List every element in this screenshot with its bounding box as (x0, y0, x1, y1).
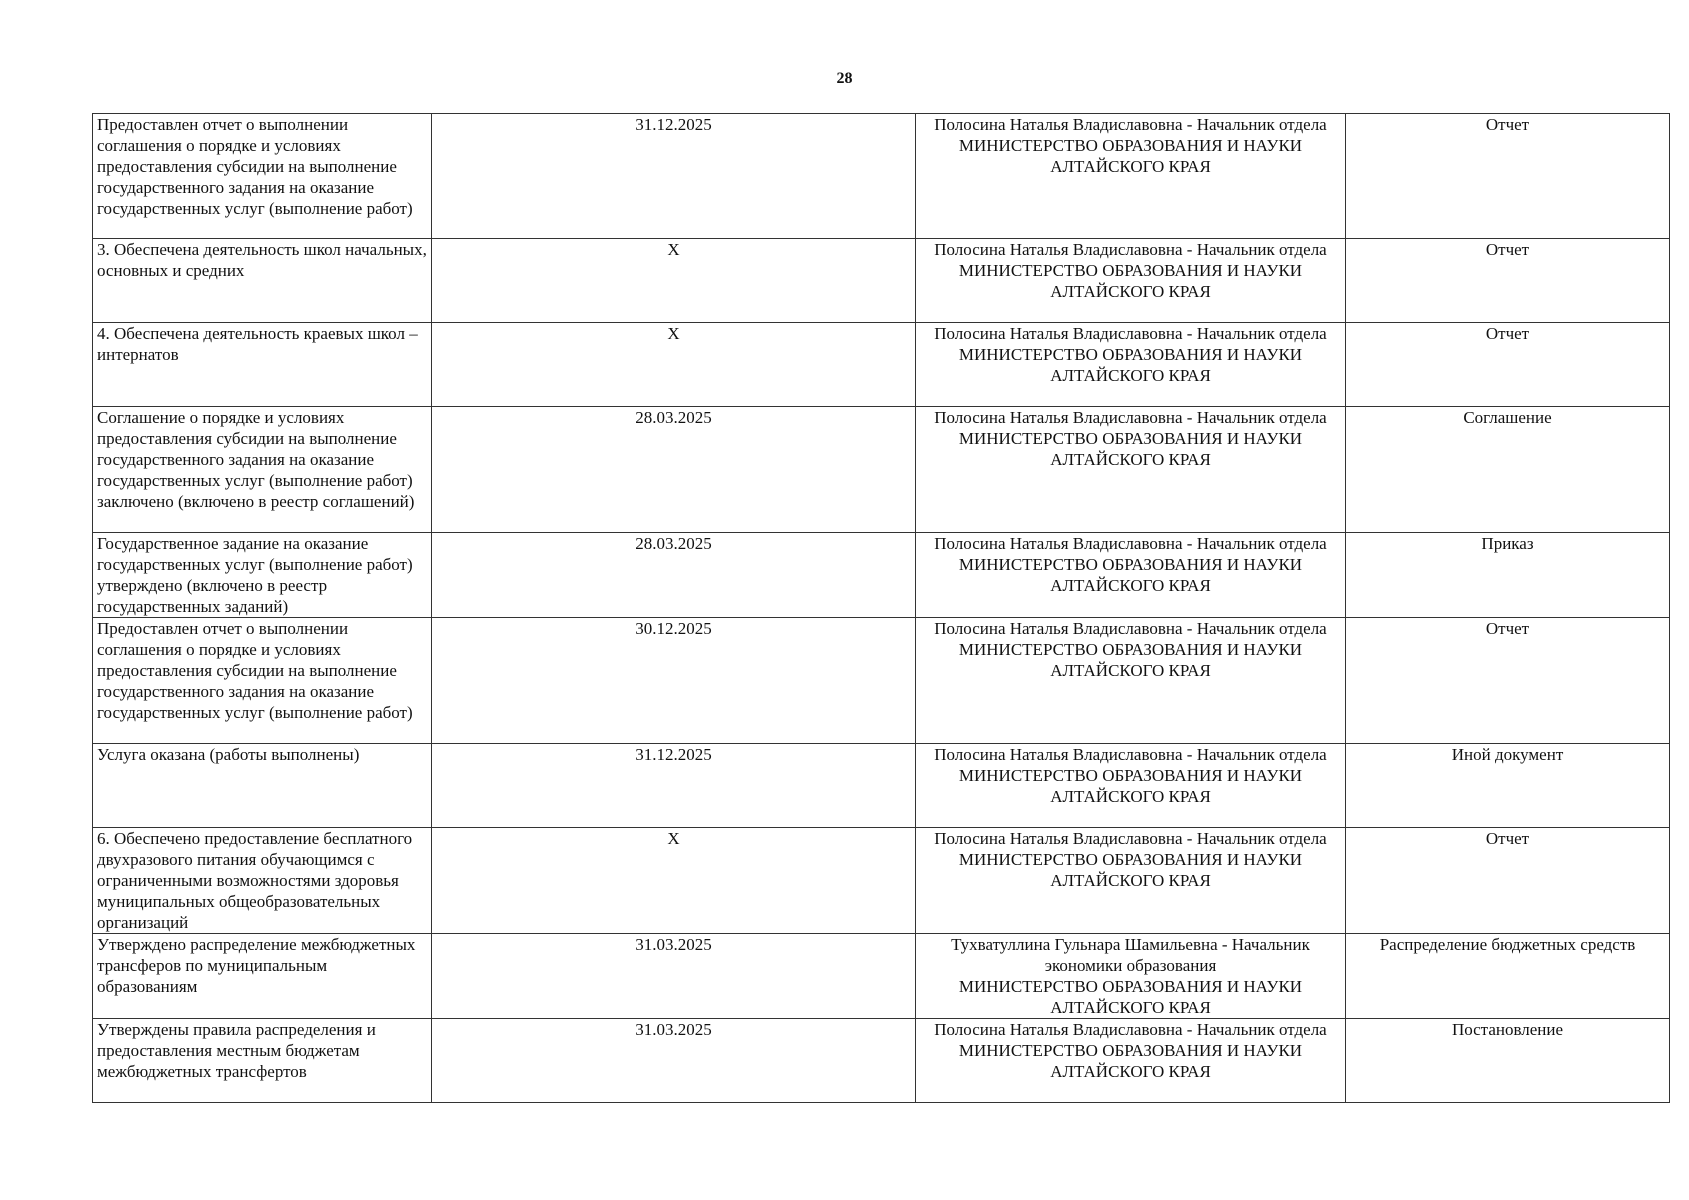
responsible-cell (916, 323, 1346, 407)
table-row (93, 533, 1670, 618)
document-type: Иной документ (1346, 744, 1670, 828)
table-row (93, 618, 1670, 744)
responsible-organization: МИНИСТЕРСТВО ОБРАЗОВАНИЯ И НАУКИ АЛТАЙСКОГО КРАЯ (958, 640, 1303, 680)
deadline-date: X (432, 323, 916, 407)
document-type: Соглашение (1346, 407, 1670, 533)
document-type: Отчет (1346, 618, 1670, 744)
responsible-organization: МИНИСТЕРСТВО ОБРАЗОВАНИЯ И НАУКИ АЛТАЙСКОГО КРАЯ (958, 261, 1303, 301)
responsible-person: Полосина Наталья Владиславовна - Начальник отдела (934, 324, 1327, 343)
responsible-cell (916, 114, 1346, 239)
responsible-person: Полосина Наталья Владиславовна - Начальник отдела (934, 829, 1327, 848)
document-type: Постановление (1346, 1019, 1670, 1103)
responsible-person: Полосина Наталья Владиславовна - Начальник отдела (934, 408, 1327, 427)
responsible-organization: МИНИСТЕРСТВО ОБРАЗОВАНИЯ И НАУКИ АЛТАЙСКОГО КРАЯ (958, 766, 1303, 806)
measure-name: Услуга оказана (работы выполнены) (93, 744, 432, 828)
measures-table (92, 113, 1670, 1103)
responsible-cell (916, 1019, 1346, 1103)
responsible-cell (916, 828, 1346, 934)
measure-name: 3. Обеспечена деятельность школ начальных, основных и средних (93, 239, 432, 323)
responsible-cell (916, 407, 1346, 533)
table-row (93, 934, 1670, 1019)
deadline-date: X (432, 239, 916, 323)
responsible-cell (916, 239, 1346, 323)
measure-name: Соглашение о порядке и условиях предоставления субсидии на выполнение государственного задания на оказание государственных услуг (выполнение работ) заключено (включено в реестр соглашений) (93, 407, 432, 533)
page-number: 28 (836, 70, 853, 87)
measure-name: Утверждено распределение межбюджетных трансферов по муниципальным образованиям (93, 934, 432, 1019)
document-type: Приказ (1346, 533, 1670, 618)
measure-name: Государственное задание на оказание государственных услуг (выполнение работ) утверждено (включено в реестр государственных заданий) (93, 533, 432, 618)
document-type: Отчет (1346, 828, 1670, 934)
responsible-person: Полосина Наталья Владиславовна - Начальник отдела (934, 240, 1327, 259)
deadline-date: 28.03.2025 (432, 533, 916, 618)
responsible-organization: МИНИСТЕРСТВО ОБРАЗОВАНИЯ И НАУКИ АЛТАЙСКОГО КРАЯ (958, 555, 1303, 595)
responsible-person: Полосина Наталья Владиславовна - Начальник отдела (934, 619, 1327, 638)
deadline-date: 31.12.2025 (432, 114, 916, 239)
responsible-organization: МИНИСТЕРСТВО ОБРАЗОВАНИЯ И НАУКИ АЛТАЙСКОГО КРАЯ (958, 345, 1303, 385)
responsible-cell (916, 533, 1346, 618)
deadline-date: X (432, 828, 916, 934)
responsible-organization: МИНИСТЕРСТВО ОБРАЗОВАНИЯ И НАУКИ АЛТАЙСКОГО КРАЯ (958, 850, 1303, 890)
table-row (93, 1019, 1670, 1103)
table-row (93, 744, 1670, 828)
measure-name: Утверждены правила распределения и предоставления местным бюджетам межбюджетных трансфертов (93, 1019, 432, 1103)
table-row (93, 114, 1670, 239)
responsible-person: Полосина Наталья Владиславовна - Начальник отдела (934, 115, 1327, 134)
deadline-date: 30.12.2025 (432, 618, 916, 744)
deadline-date: 31.12.2025 (432, 744, 916, 828)
table-row (93, 239, 1670, 323)
document-type: Отчет (1346, 114, 1670, 239)
responsible-cell (916, 744, 1346, 828)
responsible-person: Полосина Наталья Владиславовна - Начальник отдела (934, 1020, 1327, 1039)
document-type: Распределение бюджетных средств (1346, 934, 1670, 1019)
responsible-organization: МИНИСТЕРСТВО ОБРАЗОВАНИЯ И НАУКИ АЛТАЙСКОГО КРАЯ (958, 1041, 1303, 1081)
deadline-date: 28.03.2025 (432, 407, 916, 533)
responsible-cell (916, 934, 1346, 1019)
table-row (93, 407, 1670, 533)
table-row (93, 323, 1670, 407)
document-type: Отчет (1346, 323, 1670, 407)
responsible-organization: МИНИСТЕРСТВО ОБРАЗОВАНИЯ И НАУКИ АЛТАЙСКОГО КРАЯ (958, 977, 1303, 1017)
responsible-organization: МИНИСТЕРСТВО ОБРАЗОВАНИЯ И НАУКИ АЛТАЙСКОГО КРАЯ (958, 136, 1303, 176)
responsible-cell (916, 618, 1346, 744)
document-type: Отчет (1346, 239, 1670, 323)
responsible-organization: МИНИСТЕРСТВО ОБРАЗОВАНИЯ И НАУКИ АЛТАЙСКОГО КРАЯ (958, 429, 1303, 469)
deadline-date: 31.03.2025 (432, 934, 916, 1019)
measure-name: Предоставлен отчет о выполнении соглашения о порядке и условиях предоставления субсидии на выполнение государственного задания на оказание государственных услуг (выполнение работ) (93, 114, 432, 239)
responsible-person: Полосина Наталья Владиславовна - Начальник отдела (934, 745, 1327, 764)
table-row (93, 828, 1670, 934)
deadline-date: 31.03.2025 (432, 1019, 916, 1103)
measure-name: 4. Обеспечена деятельность краевых школ – интернатов (93, 323, 432, 407)
measure-name: Предоставлен отчет о выполнении соглашения о порядке и условиях предоставления субсидии на выполнение государственного задания на оказание государственных услуг (выполнение работ) (93, 618, 432, 744)
responsible-person: Тухватуллина Гульнара Шамильевна - Начальник экономики образования (951, 935, 1310, 975)
measure-name: 6. Обеспечено предоставление бесплатного двухразового питания обучающимся с ограниченными возможностями здоровья муниципальных общеобразовательных организаций (93, 828, 432, 934)
responsible-person: Полосина Наталья Владиславовна - Начальник отдела (934, 534, 1327, 553)
